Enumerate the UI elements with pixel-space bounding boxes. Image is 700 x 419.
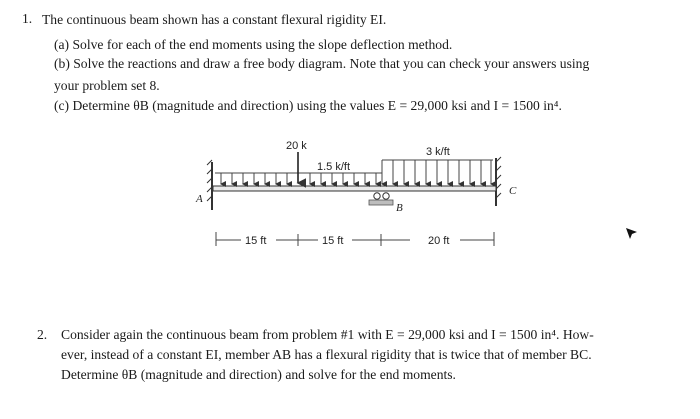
span-3-label: 20 ft	[428, 235, 450, 247]
distributed-load-bc	[382, 160, 493, 184]
roller-support-b	[369, 193, 393, 205]
point-load-label: 20 k	[286, 140, 307, 152]
problem-1-intro: The continuous beam shown has a constant flexural rigidity EI.	[42, 12, 387, 27]
dist-load-ab-label: 1.5 k/ft	[317, 161, 351, 173]
problem-1-part-a: (a) Solve for each of the end moments using the slope deflection method.	[54, 37, 453, 52]
fixed-support-c	[496, 157, 501, 206]
span-1-label: 15 ft	[245, 235, 267, 247]
mouse-pointer-icon	[626, 228, 637, 239]
label-a: A	[196, 193, 203, 205]
problem-1-part-b-line2: your problem set 8.	[54, 78, 160, 93]
problem-2-number: 2.	[37, 327, 48, 342]
problem-1-part-c: (c) Determine θB (magnitude and direction) using the values E = 29,000 ksi and I = 1500 in⁴.	[54, 98, 562, 113]
problem-2-line1: Consider again the continuous beam from problem #1 with E = 29,000 ksi and I = 1500 in⁴. How-	[61, 327, 594, 342]
span-2-label: 15 ft	[322, 235, 344, 247]
problem-1-number: 1.	[22, 11, 33, 26]
beam	[213, 186, 496, 191]
label-b: B	[396, 202, 403, 214]
problem-1-part-b-line1: (b) Solve the reactions and draw a free body diagram. Note that you can check your answers using	[54, 56, 590, 71]
problem-2-line2: ever, instead of a constant EI, member AB has a flexural rigidity that is twice that of member BC.	[61, 347, 592, 362]
fixed-support-a	[207, 160, 212, 210]
label-c: C	[509, 185, 517, 197]
problem-2-line3: Determine θB (magnitude and direction) and solve for the end moments.	[61, 367, 456, 382]
dist-load-bc-label: 3 k/ft	[426, 146, 450, 158]
